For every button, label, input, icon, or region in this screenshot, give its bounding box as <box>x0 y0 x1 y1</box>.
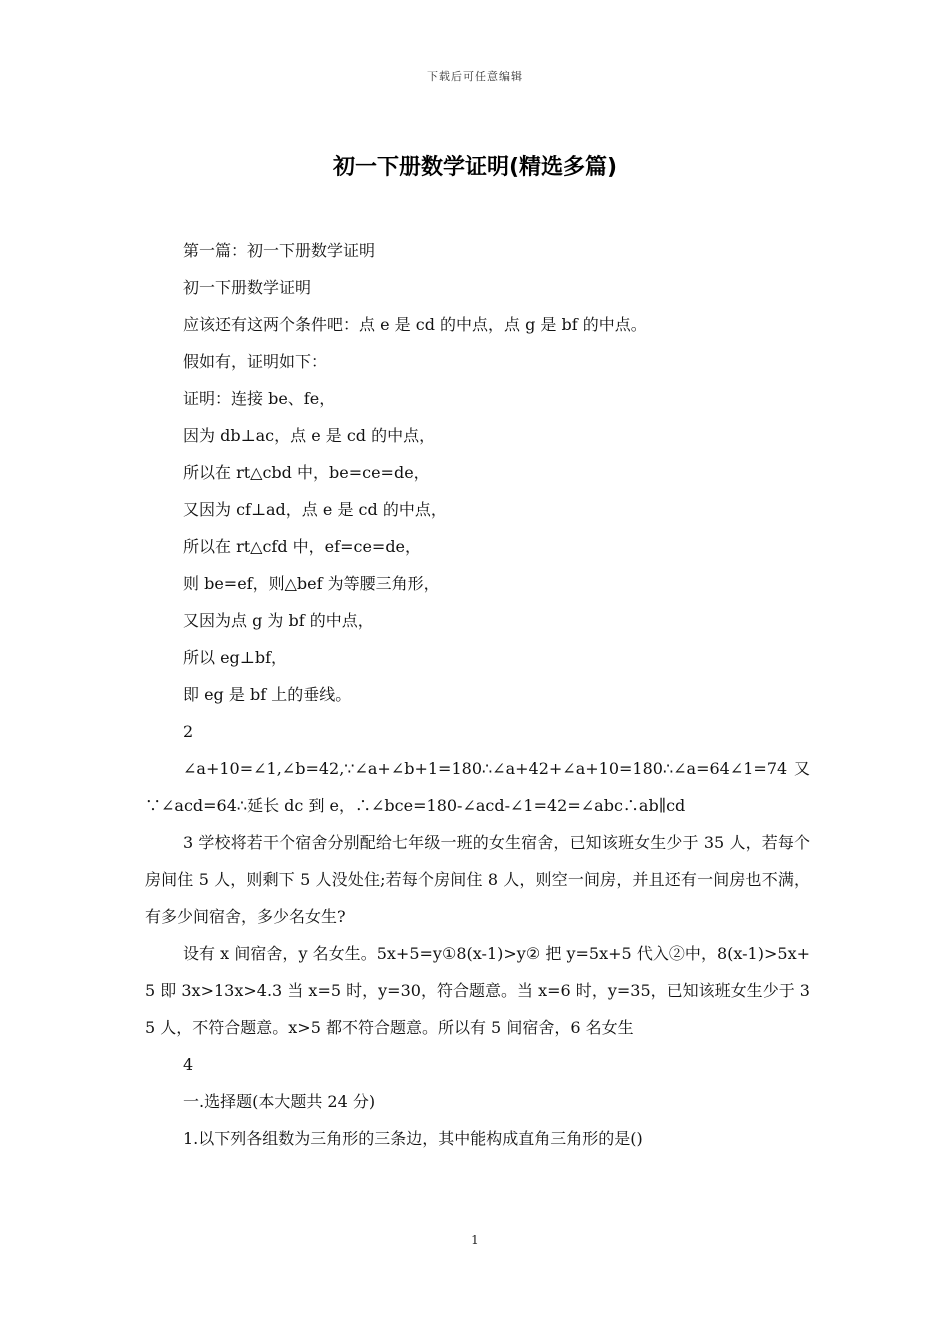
dorm-question-paragraph: 3 学校将若干个宿舍分别配给七年级一班的女生宿舍，已知该班女生少于 35 人，若每个房间住 5 人，则剩下 5 人没处住;若每个房间住 8 人，则空一间房，并且还有一间房也不满，有多少间宿舍，多少名女生? <box>145 833 810 926</box>
text-line: 又因为 cf⊥ad，点 e 是 cd 的中点， <box>183 500 447 519</box>
text-line: 即 eg 是 bf 上的垂线。 <box>183 685 352 704</box>
text-line: 因为 db⊥ac，点 e 是 cd 的中点， <box>183 426 436 445</box>
document-title: 初一下册数学证明(精选多篇) <box>332 155 618 180</box>
text-line: 所以在 rt△cfd 中，ef=ce=de， <box>183 537 422 556</box>
document-body <box>145 232 810 1157</box>
exercise-heading: 一.选择题(本大题共 24 分) <box>183 1092 376 1111</box>
section-heading: 第一篇：初一下册数学证明 <box>183 241 376 260</box>
text-line: 则 be=ef，则△bef 为等腰三角形， <box>183 574 440 593</box>
text-line: 假如有，证明如下： <box>183 352 328 371</box>
angle-proof-paragraph: ∠a+10=∠1,∠b=42,∵∠a+∠b+1=180∴∠a+42+∠a+10=180∴∠a=64∠1=74 又∵∠acd=64∴延长 dc 到 e，∴∠bce=180-∠acd-∠1=42=∠abc∴ab∥cd <box>145 759 810 815</box>
subheading: 初一下册数学证明 <box>183 278 312 297</box>
text-line: 所以 eg⊥bf， <box>183 648 288 667</box>
text-line: 证明：连接 be、fe， <box>183 389 336 408</box>
dorm-answer-paragraph: 设有 x 间宿舍，y 名女生。5x+5=y①8(x-1)>y② 把 y=5x+5 代入②中，8(x-1)>5x+5 即 3x>13x>4.3 当 x=5 时，y=30，符合题意。当 x=6 时，y=35，已知该班女生少于 35 人，不符合题意。x>5 都不符合题意。所以有 5 间宿舍，6 名女生 <box>145 944 810 1037</box>
exercise-question: 1.以下列各组数为三角形的三条边，其中能构成直角三角形的是() <box>183 1129 643 1148</box>
text-line: 所以在 rt△cbd 中，be=ce=de， <box>183 463 430 482</box>
section-number: 4 <box>183 1055 194 1074</box>
text-line: 又因为点 g 为 bf 的中点， <box>183 611 374 630</box>
page-number: 1 <box>471 1233 479 1247</box>
text-line: 应该还有这两个条件吧：点 e 是 cd 的中点，点 g 是 bf 的中点。 <box>183 315 647 334</box>
download-note: 下载后可任意编辑 <box>427 70 523 83</box>
section-number: 2 <box>183 722 194 741</box>
